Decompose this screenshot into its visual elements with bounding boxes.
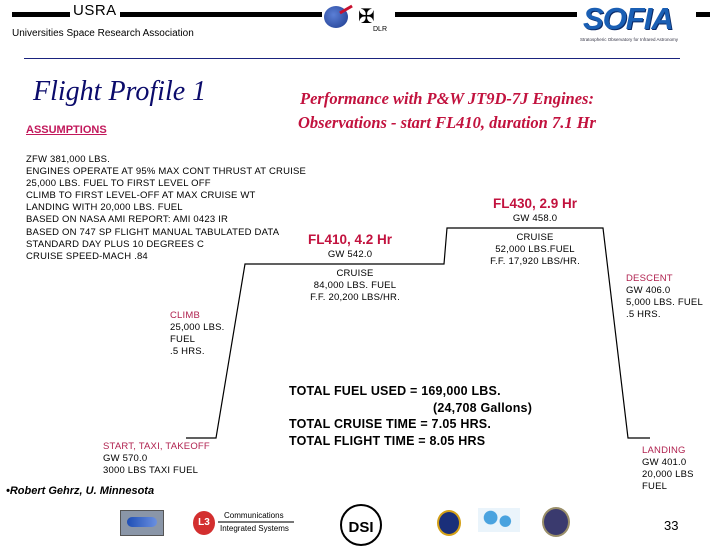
descent-time: .5 HRS. <box>626 309 661 320</box>
usra-name: Universities Space Research Association <box>12 28 194 39</box>
climb-fuel-unit: FUEL <box>170 334 196 345</box>
climb-time: .5 HRS. <box>170 346 205 357</box>
dlr-label: DLR <box>373 26 388 33</box>
landing-fuel-unit: FUEL <box>642 481 668 492</box>
landing-gw: GW 401.0 <box>642 457 687 468</box>
l3-divider <box>218 521 294 523</box>
assumption-item: ZFW 381,000 LBS. <box>26 154 110 165</box>
assumption-item: ENGINES OPERATE AT 95% MAX CONT THRUST AT CRUISE <box>26 166 307 178</box>
subtitle-line-1: Performance with P&W JT9D-7J Engines: <box>300 89 594 108</box>
slide-title: Flight Profile 1 <box>33 76 207 107</box>
descent-gw: GW 406.0 <box>626 285 671 296</box>
cruise2-fuel: 52,000 LBS.FUEL <box>495 244 575 255</box>
assumption-item: BASED ON NASA AMI REPORT: AMI 0423 IR <box>26 214 229 226</box>
total-gallons: (24,708 Gallons) <box>433 400 533 415</box>
l3-logo-icon: L3 <box>193 511 215 535</box>
page-number: 33 <box>664 518 679 533</box>
sofia-tagline: Stratospheric Observatory for Infrared Astronomy <box>580 37 679 42</box>
l3-integrated-systems: Integrated Systems <box>220 524 289 533</box>
cruise1-label: CRUISE <box>336 268 374 279</box>
landing-fuel: 20,000 LBS <box>642 469 694 480</box>
assumption-item: CRUISE SPEED-MACH .84 <box>26 250 148 262</box>
subtitle-line-2: Observations - start FL410, duration 7.1 Hr <box>298 113 596 132</box>
fl430-label: FL430, 2.9 Hr <box>492 196 578 211</box>
climb-block <box>170 310 225 358</box>
seti-institute-logo-icon <box>478 508 520 532</box>
descent-block <box>626 273 703 321</box>
l3-communications: Communications <box>224 511 284 520</box>
fl410-gw: GW 542.0 <box>327 249 373 260</box>
author-credit: •Robert Gehrz, U. Minnesota <box>6 485 155 497</box>
assumption-item: LANDING WITH 20,000 LBS. FUEL <box>26 202 183 214</box>
cruise1-ff: F.F. 20,200 LBS/HR. <box>310 292 400 303</box>
assumptions-heading: ASSUMPTIONS <box>26 124 107 136</box>
climb-label: CLIMB <box>170 310 201 321</box>
sofia-logo: SOFIA <box>583 2 693 36</box>
start-fuel: 3000 LBS TAXI FUEL <box>103 465 199 476</box>
descent-label: DESCENT <box>626 273 673 284</box>
mpc-logo <box>120 510 164 536</box>
university-seal-1-icon <box>437 510 461 536</box>
cruise1-block <box>290 268 420 304</box>
start-gw: GW 570.0 <box>103 453 148 464</box>
total-flight-time: TOTAL FLIGHT TIME = 8.05 HRS <box>289 433 486 448</box>
assumption-item: BASED ON 747 SP FLIGHT MANUAL TABULATED DATA <box>26 226 280 238</box>
university-seal-2-icon <box>542 507 570 537</box>
climb-fuel: 25,000 LBS. <box>170 322 225 333</box>
total-fuel: TOTAL FUEL USED = 169,000 LBS. <box>289 384 501 398</box>
landing-label: LANDING <box>642 445 686 456</box>
descent-fuel: 5,000 LBS. FUEL <box>626 297 703 308</box>
assumption-item: CLIMB TO FIRST LEVEL-OFF AT MAX CRUISE WT <box>26 190 256 202</box>
cruise2-ff: F.F. 17,920 LBS/HR. <box>490 256 580 267</box>
start-label: START, TAXI, TAKEOFF <box>103 441 210 452</box>
dlr-logo-icon: ✠ <box>358 6 375 28</box>
fl430-gw: GW 458.0 <box>512 213 558 224</box>
fl410-label: FL410, 4.2 Hr <box>307 232 393 247</box>
assumption-item: STANDARD DAY PLUS 10 DEGREES C <box>26 238 205 250</box>
landing-block <box>642 445 694 493</box>
start-block <box>103 441 210 477</box>
total-cruise-time: TOTAL CRUISE TIME = 7.05 HRS. <box>289 417 492 431</box>
dsi-label: DSI <box>348 519 374 536</box>
cruise2-block <box>460 232 610 268</box>
totals-block <box>289 383 532 449</box>
usra-logo: USRA <box>70 2 120 19</box>
assumption-item: 25,000 LBS. FUEL TO FIRST LEVEL OFF <box>26 178 211 190</box>
cruise1-fuel: 84,000 LBS. FUEL <box>313 280 397 291</box>
cruise2-label: CRUISE <box>516 232 554 243</box>
